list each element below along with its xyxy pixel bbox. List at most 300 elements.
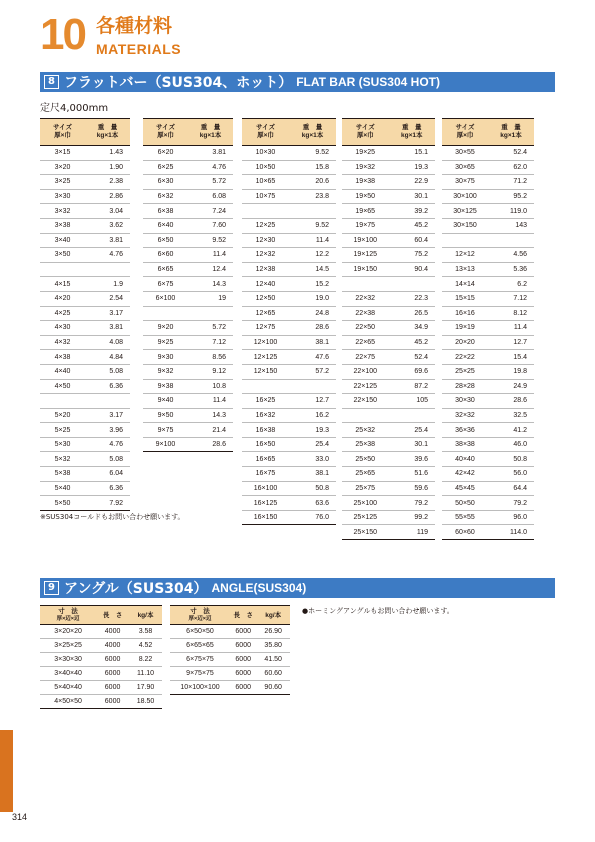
weight-cell: 24.9 xyxy=(488,379,534,394)
weight-cell: 41.50 xyxy=(256,653,290,667)
size-cell: 4×25 xyxy=(40,306,85,321)
table-row xyxy=(40,350,130,365)
dimension-cell: 3×30×30 xyxy=(40,653,96,667)
weight-cell: 95.2 xyxy=(488,189,534,204)
table-row xyxy=(242,248,336,263)
weight-cell: 9.52 xyxy=(289,218,336,233)
table-row xyxy=(342,262,435,277)
table-row xyxy=(143,160,233,175)
size-header: サイズ 厚×巾 xyxy=(143,119,188,146)
weight-cell: 50.8 xyxy=(289,481,336,496)
size-cell: 16×125 xyxy=(242,496,289,511)
dimension-header: 寸 法 厚×辺×辺 xyxy=(40,606,96,625)
weight-cell: 12.7 xyxy=(289,394,336,409)
table-row xyxy=(242,467,336,482)
weight-cell: 4.52 xyxy=(129,639,162,653)
table-row xyxy=(40,681,162,695)
table-row xyxy=(442,248,534,263)
size-cell: 4×32 xyxy=(40,335,85,350)
table-row xyxy=(242,218,336,233)
size-cell: 5×30 xyxy=(40,437,85,452)
table-row xyxy=(143,218,233,233)
length-cell: 6000 xyxy=(230,681,256,695)
size-cell: 9×75 xyxy=(143,423,188,438)
table-row xyxy=(442,233,534,248)
weight-cell: 25.4 xyxy=(289,437,336,452)
size-cell xyxy=(40,394,85,409)
size-cell: 4×20 xyxy=(40,291,85,306)
table-row xyxy=(442,379,534,394)
weight-cell: 1.9 xyxy=(85,277,130,292)
dimension-cell: 3×25×25 xyxy=(40,639,96,653)
weight-cell: 3.81 xyxy=(85,321,130,336)
angle-table xyxy=(170,605,290,695)
size-cell: 5×25 xyxy=(40,423,85,438)
size-cell: 22×100 xyxy=(342,364,389,379)
weight-cell: 8.12 xyxy=(488,306,534,321)
weight-cell: 59.6 xyxy=(389,481,436,496)
table-row xyxy=(40,496,130,511)
size-cell: 16×50 xyxy=(242,437,289,452)
length-cell: 6000 xyxy=(96,653,129,667)
length-cell: 6000 xyxy=(96,667,129,681)
table-row xyxy=(242,189,336,204)
size-cell: 12×32 xyxy=(242,248,289,263)
weight-cell: 2.86 xyxy=(85,189,130,204)
table-row xyxy=(170,639,290,653)
table-row xyxy=(170,625,290,639)
table-row xyxy=(143,189,233,204)
weight-cell: 1.90 xyxy=(85,160,130,175)
weight-cell: 12.4 xyxy=(188,262,233,277)
weight-cell: 6.2 xyxy=(488,277,534,292)
weight-cell: 15.2 xyxy=(289,277,336,292)
weight-cell: 11.10 xyxy=(129,667,162,681)
table-row xyxy=(40,364,130,379)
size-cell: 25×75 xyxy=(342,481,389,496)
dimension-cell: 6×75×75 xyxy=(170,653,230,667)
size-cell: 6×32 xyxy=(143,189,188,204)
weight-cell: 19.3 xyxy=(389,160,436,175)
table-row xyxy=(40,175,130,190)
size-cell: 16×25 xyxy=(242,394,289,409)
weight-cell: 1.43 xyxy=(85,146,130,161)
weight-cell: 2.54 xyxy=(85,291,130,306)
weight-cell: 15.8 xyxy=(289,160,336,175)
size-cell xyxy=(342,408,389,423)
weight-cell: 79.2 xyxy=(488,496,534,511)
size-cell: 5×20 xyxy=(40,408,85,423)
weight-cell: 51.6 xyxy=(389,467,436,482)
table-row xyxy=(40,189,130,204)
weight-cell: 19 xyxy=(188,291,233,306)
size-cell: 4×50 xyxy=(40,379,85,394)
table-row xyxy=(40,394,130,409)
table-row xyxy=(143,204,233,219)
size-cell: 3×30 xyxy=(40,189,85,204)
weight-cell xyxy=(488,233,534,248)
weight-cell: 7.92 xyxy=(85,496,130,511)
table-row xyxy=(342,467,435,482)
table-row xyxy=(342,437,435,452)
table-row xyxy=(40,423,130,438)
weight-cell: 6.36 xyxy=(85,481,130,496)
weight-cell: 7.24 xyxy=(188,204,233,219)
weight-cell: 9.12 xyxy=(188,364,233,379)
size-cell: 12×30 xyxy=(242,233,289,248)
weight-cell: 22.3 xyxy=(389,291,436,306)
table-row xyxy=(342,175,435,190)
weight-cell: 11.4 xyxy=(188,248,233,263)
table-row xyxy=(342,321,435,336)
size-cell: 30×75 xyxy=(442,175,488,190)
weight-cell: 28.6 xyxy=(188,437,233,452)
size-cell: 25×50 xyxy=(342,452,389,467)
weight-cell: 38.1 xyxy=(289,335,336,350)
size-cell: 12×125 xyxy=(242,350,289,365)
size-cell: 12×40 xyxy=(242,277,289,292)
size-cell: 45×45 xyxy=(442,481,488,496)
size-cell: 4×30 xyxy=(40,321,85,336)
table-row xyxy=(442,423,534,438)
weight-cell: 105 xyxy=(389,394,436,409)
weight-cell: 52.4 xyxy=(488,146,534,161)
table-row xyxy=(442,467,534,482)
size-cell: 60×60 xyxy=(442,525,488,540)
size-cell: 3×38 xyxy=(40,218,85,233)
weight-cell xyxy=(188,306,233,321)
length-cell: 6000 xyxy=(230,639,256,653)
table-row xyxy=(242,262,336,277)
weight-cell: 39.2 xyxy=(389,204,436,219)
weight-cell: 4.56 xyxy=(488,248,534,263)
table-row xyxy=(342,481,435,496)
chapter-side-tab xyxy=(0,730,13,812)
weight-cell: 30.1 xyxy=(389,189,436,204)
table-row xyxy=(242,233,336,248)
table-row xyxy=(40,321,130,336)
size-cell: 32×32 xyxy=(442,408,488,423)
flat-bar-table xyxy=(40,118,130,511)
flat-bar-section-header xyxy=(40,72,555,92)
weight-cell: 11.4 xyxy=(289,233,336,248)
flat-bar-table xyxy=(342,118,435,540)
table-row xyxy=(242,496,336,511)
weight-cell: 3.62 xyxy=(85,218,130,233)
weight-cell: 64.4 xyxy=(488,481,534,496)
weight-cell: 9.52 xyxy=(289,146,336,161)
size-cell: 4×40 xyxy=(40,364,85,379)
angle-note: ●ホーミングアングルもお問い合わせ願います。 xyxy=(302,607,454,615)
weight-cell: 19.3 xyxy=(289,423,336,438)
weight-cell: 90.4 xyxy=(389,262,436,277)
table-row xyxy=(143,350,233,365)
size-cell: 16×100 xyxy=(242,481,289,496)
size-cell: 6×30 xyxy=(143,175,188,190)
table-row xyxy=(442,306,534,321)
size-cell: 19×100 xyxy=(342,233,389,248)
angle-table xyxy=(40,605,162,709)
table-row xyxy=(342,335,435,350)
size-cell: 19×38 xyxy=(342,175,389,190)
table-row xyxy=(442,321,534,336)
size-cell: 22×38 xyxy=(342,306,389,321)
size-cell: 30×150 xyxy=(442,218,488,233)
size-cell: 19×150 xyxy=(342,262,389,277)
table-row xyxy=(342,364,435,379)
chapter-title: 各種材料 xyxy=(96,15,173,37)
table-row xyxy=(442,496,534,511)
table-row xyxy=(143,146,233,161)
table-row xyxy=(242,350,336,365)
size-cell: 9×38 xyxy=(143,379,188,394)
weight-cell: 35.80 xyxy=(256,639,290,653)
size-cell: 28×28 xyxy=(442,379,488,394)
table-row xyxy=(342,233,435,248)
size-cell: 16×16 xyxy=(442,306,488,321)
size-cell: 6×75 xyxy=(143,277,188,292)
weight-cell: 23.8 xyxy=(289,189,336,204)
table-row xyxy=(40,437,130,452)
size-cell: 5×40 xyxy=(40,481,85,496)
size-cell: 25×38 xyxy=(342,437,389,452)
weight-cell xyxy=(389,277,436,292)
weight-header: 重 量 kg×1本 xyxy=(389,119,436,146)
table-row xyxy=(242,423,336,438)
weight-cell: 6.36 xyxy=(85,379,130,394)
section-number-badge: 9 xyxy=(44,581,59,595)
size-cell: 30×65 xyxy=(442,160,488,175)
section-title: アングル（SUS304） xyxy=(64,581,208,597)
table-row xyxy=(143,423,233,438)
weight-cell: 47.6 xyxy=(289,350,336,365)
weight-cell: 20.6 xyxy=(289,175,336,190)
weight-cell: 11.4 xyxy=(488,321,534,336)
table-row xyxy=(40,467,130,482)
table-row xyxy=(40,695,162,709)
weight-cell: 3.17 xyxy=(85,408,130,423)
weight-cell: 28.6 xyxy=(289,321,336,336)
weight-cell: 19.8 xyxy=(488,364,534,379)
size-cell: 25×125 xyxy=(342,510,389,525)
table-row xyxy=(242,335,336,350)
table-row xyxy=(442,277,534,292)
size-cell: 19×75 xyxy=(342,218,389,233)
size-cell: 16×38 xyxy=(242,423,289,438)
size-cell xyxy=(40,262,85,277)
size-cell: 19×65 xyxy=(342,204,389,219)
table-row xyxy=(143,233,233,248)
size-cell: 5×32 xyxy=(40,452,85,467)
dimension-header: 寸 法 厚×辺×辺 xyxy=(170,606,230,625)
table-row xyxy=(442,510,534,525)
weight-cell: 76.0 xyxy=(289,510,336,525)
length-header: 長 さ xyxy=(96,606,129,625)
weight-cell: 62.0 xyxy=(488,160,534,175)
table-row xyxy=(143,394,233,409)
weight-cell: 16.2 xyxy=(289,408,336,423)
table-row xyxy=(242,306,336,321)
size-cell: 25×150 xyxy=(342,525,389,540)
weight-cell: 7.12 xyxy=(488,291,534,306)
table-row xyxy=(242,510,336,525)
size-cell: 9×20 xyxy=(143,321,188,336)
weight-cell: 45.2 xyxy=(389,218,436,233)
weight-cell: 17.90 xyxy=(129,681,162,695)
weight-header: 重 量 kg×1本 xyxy=(488,119,534,146)
size-cell: 19×50 xyxy=(342,189,389,204)
weight-cell: 3.81 xyxy=(85,233,130,248)
weight-cell: 143 xyxy=(488,218,534,233)
weight-cell: 8.22 xyxy=(129,653,162,667)
weight-cell: 50.8 xyxy=(488,452,534,467)
size-cell: 55×55 xyxy=(442,510,488,525)
table-row xyxy=(170,681,290,695)
dimension-cell: 6×50×50 xyxy=(170,625,230,639)
weight-cell: 69.6 xyxy=(389,364,436,379)
weight-cell: 15.1 xyxy=(389,146,436,161)
size-cell: 6×38 xyxy=(143,204,188,219)
table-row xyxy=(342,306,435,321)
weight-cell: 4.08 xyxy=(85,335,130,350)
table-row xyxy=(143,291,233,306)
size-cell: 6×60 xyxy=(143,248,188,263)
weight-cell: 39.6 xyxy=(389,452,436,467)
size-cell: 15×15 xyxy=(442,291,488,306)
size-cell: 4×15 xyxy=(40,277,85,292)
size-cell xyxy=(242,204,289,219)
size-cell xyxy=(442,233,488,248)
size-cell: 6×100 xyxy=(143,291,188,306)
weight-cell: 57.2 xyxy=(289,364,336,379)
weight-cell: 33.0 xyxy=(289,452,336,467)
weight-header: kg/本 xyxy=(256,606,290,625)
size-cell: 36×36 xyxy=(442,423,488,438)
table-row xyxy=(342,160,435,175)
size-cell: 12×75 xyxy=(242,321,289,336)
size-cell: 12×12 xyxy=(442,248,488,263)
table-row xyxy=(40,379,130,394)
table-row xyxy=(442,364,534,379)
size-cell: 38×38 xyxy=(442,437,488,452)
table-row xyxy=(242,204,336,219)
dimension-cell: 9×75×75 xyxy=(170,667,230,681)
table-row xyxy=(143,437,233,452)
angle-section-header xyxy=(40,578,555,598)
size-cell: 6×25 xyxy=(143,160,188,175)
table-row xyxy=(143,277,233,292)
section-title: フラットバー（SUS304、ホット） xyxy=(64,75,293,91)
size-cell: 22×75 xyxy=(342,350,389,365)
table-row xyxy=(342,277,435,292)
size-cell xyxy=(342,277,389,292)
table-row xyxy=(342,452,435,467)
length-cell: 6000 xyxy=(96,681,129,695)
weight-cell: 4.76 xyxy=(85,437,130,452)
weight-cell: 4.76 xyxy=(188,160,233,175)
size-cell: 3×40 xyxy=(40,233,85,248)
table-row xyxy=(40,146,130,161)
table-row xyxy=(442,189,534,204)
weight-cell: 14.3 xyxy=(188,408,233,423)
weight-cell: 45.2 xyxy=(389,335,436,350)
standard-length: 定尺4,000mm xyxy=(40,103,109,114)
size-cell: 3×20 xyxy=(40,160,85,175)
size-cell: 3×25 xyxy=(40,175,85,190)
weight-cell: 7.60 xyxy=(188,218,233,233)
size-cell: 16×65 xyxy=(242,452,289,467)
table-row xyxy=(40,306,130,321)
size-header: サイズ 厚×巾 xyxy=(442,119,488,146)
table-row xyxy=(143,408,233,423)
weight-cell: 3.17 xyxy=(85,306,130,321)
weight-cell: 7.12 xyxy=(188,335,233,350)
table-row xyxy=(40,262,130,277)
table-row xyxy=(143,175,233,190)
size-cell: 42×42 xyxy=(442,467,488,482)
weight-cell: 26.5 xyxy=(389,306,436,321)
table-row xyxy=(40,218,130,233)
size-cell: 20×20 xyxy=(442,335,488,350)
length-cell: 4000 xyxy=(96,625,129,639)
weight-cell xyxy=(289,204,336,219)
size-cell: 3×15 xyxy=(40,146,85,161)
size-cell: 9×25 xyxy=(143,335,188,350)
table-row xyxy=(40,160,130,175)
section-title-en: FLAT BAR (SUS304 HOT) xyxy=(296,75,440,89)
weight-cell: 71.2 xyxy=(488,175,534,190)
weight-cell: 4.84 xyxy=(85,350,130,365)
flat-bar-table xyxy=(242,118,336,525)
flat-bar-note: ※SUS304コールドもお問い合わせ願います。 xyxy=(40,513,185,521)
size-cell: 3×32 xyxy=(40,204,85,219)
weight-cell: 26.90 xyxy=(256,625,290,639)
size-cell: 6×65 xyxy=(143,262,188,277)
size-cell: 19×32 xyxy=(342,160,389,175)
table-row xyxy=(442,175,534,190)
size-cell: 9×40 xyxy=(143,394,188,409)
weight-cell: 96.0 xyxy=(488,510,534,525)
table-row xyxy=(442,350,534,365)
table-row xyxy=(342,379,435,394)
weight-cell: 2.38 xyxy=(85,175,130,190)
weight-cell: 5.08 xyxy=(85,452,130,467)
dimension-cell: 4×50×50 xyxy=(40,695,96,709)
table-row xyxy=(242,481,336,496)
table-row xyxy=(143,364,233,379)
dimension-cell: 3×40×40 xyxy=(40,667,96,681)
table-row xyxy=(40,481,130,496)
weight-cell: 5.36 xyxy=(488,262,534,277)
weight-cell: 87.2 xyxy=(389,379,436,394)
weight-cell: 75.2 xyxy=(389,248,436,263)
table-row xyxy=(170,653,290,667)
table-row xyxy=(40,625,162,639)
weight-header: 重 量 kg×1本 xyxy=(188,119,233,146)
table-row xyxy=(143,321,233,336)
table-row xyxy=(242,277,336,292)
size-cell: 25×25 xyxy=(442,364,488,379)
size-cell: 30×125 xyxy=(442,204,488,219)
table-row xyxy=(143,306,233,321)
table-row xyxy=(442,525,534,540)
table-row xyxy=(40,248,130,263)
size-cell: 4×38 xyxy=(40,350,85,365)
table-row xyxy=(242,175,336,190)
table-row xyxy=(442,437,534,452)
table-row xyxy=(342,291,435,306)
size-cell: 5×38 xyxy=(40,467,85,482)
